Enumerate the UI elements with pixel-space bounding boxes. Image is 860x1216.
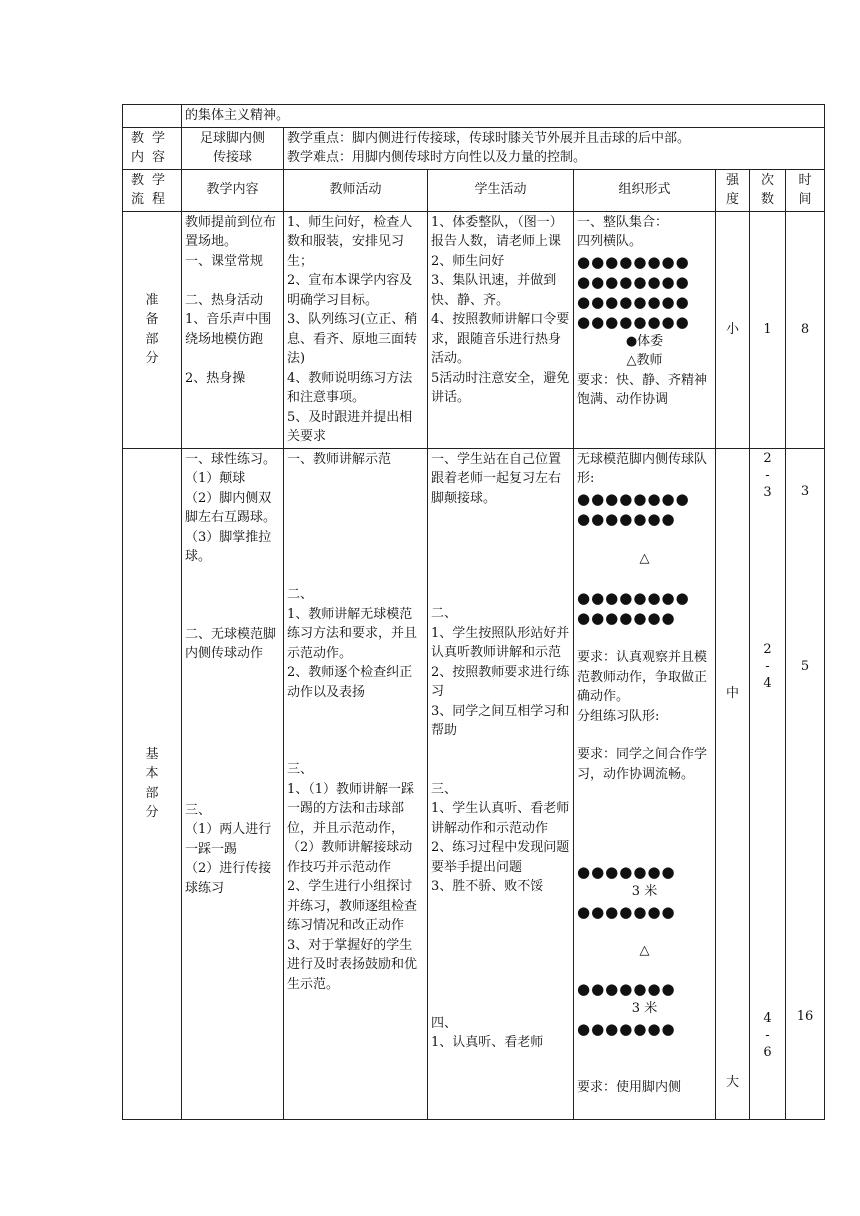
basic-content-2: 二、无球模范脚内侧传球动作: [185, 626, 277, 661]
header-flow: 教学 流程: [123, 169, 182, 211]
distance-label: 3 米: [631, 884, 658, 899]
content-label: 教学 内容: [123, 127, 182, 169]
basic-teacher: [284, 448, 428, 1119]
teacher-marker: △教师: [626, 353, 663, 368]
header-times: 次 数: [750, 169, 786, 211]
basic-org-1-title: 无球模范脚内侧传球队形:: [577, 451, 708, 486]
prep-intensity: 小: [716, 211, 750, 448]
times-2: 2 - 4: [763, 641, 772, 691]
prep-label: 准 备 部 分: [123, 211, 182, 448]
basic-content-3: 三、 （1）两人进行一踩一踢 （2）进行传接球练习: [185, 802, 272, 896]
prep-org-requirement: 要求：快、静、齐精神饱满、动作协调: [577, 372, 708, 407]
formation-row: ●●●●●●●●: [577, 312, 690, 331]
prep-duration: 8: [786, 211, 825, 448]
formation-row: ●●●●●●●●: [577, 589, 690, 607]
formation-row: ●●●●●●●: [577, 509, 676, 528]
formation-row: ●●●●●●●●: [577, 272, 690, 291]
times-3: 4 - 6: [763, 1010, 772, 1060]
difficulty: 教学难点：用脚内侧传球时方向性以及力量的控制。: [287, 150, 587, 165]
basic-section-row: [123, 448, 825, 1119]
header-row: [123, 169, 825, 211]
basic-teacher-1: 一、教师讲解示范: [287, 451, 392, 467]
prep-teacher: 1、师生问好，检查人数和服装，安排见习生； 2、宣布本课学内容及明确学习目标。 3、队列练习(立正、稍息、看齐、原地三面转法) 4、教师说明练习方法和注意事项。 5、及时跟进并提出相关要求: [284, 211, 428, 448]
basic-student-3: 三、 1、学生认真听、看老师讲解动作和示范动作 2、练习过程中发现问题要举手提出问题 3、胜不骄、败不馁: [431, 781, 570, 894]
key-points-cell: [284, 127, 825, 169]
formation-row: ●●●●●●●●: [577, 489, 690, 508]
basic-student-2: 二、 1、学生按照队形站好并认真听教师讲解和示范 2、按照教师要求进行练习 3、同学之间互相学习和帮助: [431, 606, 570, 738]
prep-org-title: 一、整队集合： 四列横队。: [577, 214, 669, 249]
duration-1: 3: [800, 483, 810, 499]
prep-times: 1: [750, 211, 786, 448]
continuation-text: 的集体主义精神。: [182, 105, 825, 128]
basic-org-4-requirement: 要求：使用脚内侧: [577, 1079, 682, 1095]
formation-row: ●●●●●●●●: [577, 292, 690, 311]
basic-org: [574, 448, 716, 1119]
monitor-marker: ●体委: [625, 333, 664, 349]
duration-2: 5: [800, 659, 810, 674]
basic-student-4: 四、 1、认真听、看老师: [431, 1015, 544, 1050]
formation-row: ●●●●●●●: [577, 863, 676, 881]
formation-row: ●●●●●●●: [577, 902, 676, 921]
teacher-marker: △: [639, 550, 650, 566]
prep-student: 1、体委整队，（图一）报告人数，请老师上课 2、师生问好 3、集队讯速，并做到快、静、齐。 4、按照教师讲解口令要求，跟随音乐进行热身活动。 5活动时注意安全，避免讲话。: [428, 211, 574, 448]
lesson-topic: 足球脚内侧 传接球: [182, 127, 284, 169]
header-duration: 时 间: [786, 169, 825, 211]
continuation-row: [123, 105, 825, 128]
basic-content: [182, 448, 284, 1119]
formation-row: ●●●●●●●: [577, 980, 676, 998]
basic-org-2-requirement: 要求：同学之间合作学习，动作协调流畅。: [577, 747, 708, 782]
content-row: [123, 127, 825, 169]
basic-label: 基 本 部 分: [123, 448, 182, 1119]
prep-content: 教师提前到位布置场地。 一、课堂常规 二、热身活动 1、音乐声中围绕场地模仿跑 2、热身操: [182, 211, 284, 448]
basic-student-1: 一、学生站在自己位置跟着老师一起复习左右脚颠接球。: [431, 451, 562, 506]
intensity-medium: 中: [725, 685, 739, 701]
formation-row: ●●●●●●●: [577, 609, 676, 627]
basic-content-1: 一、球性练习。 （1）颠球 （2）脚内侧双脚左右互踢球。 （3）脚掌推拉球。: [185, 451, 277, 564]
basic-intensity: [716, 448, 750, 1119]
duration-3: 16: [796, 1008, 814, 1024]
prep-org: [574, 211, 716, 448]
basic-teacher-2: 二、 1、教师讲解无球模范练习方法和要求，并且示范动作。 2、教师逐个检查纠正动作以及表扬: [287, 587, 418, 700]
basic-student: [428, 448, 574, 1119]
header-intensity: 强 度: [716, 169, 750, 211]
basic-org-1-requirement: 要求：认真观察并且模范教师动作，争取做正确动作。 分组练习队形:: [577, 650, 708, 724]
key-point: 教学重点：脚内侧进行传接球，传球时膝关节外展并且击球的后中部。: [287, 130, 691, 146]
header-content: 教学内容: [182, 169, 284, 211]
header-student: 学生活动: [428, 169, 574, 211]
distance-label: 3 米: [631, 1001, 658, 1016]
times-1: 2 - 3: [763, 450, 772, 500]
basic-teacher-3: 三、 1、（1）教师讲解一踩一踢的方法和击球部位，并且示范动作，（2）教师讲解接球动作技巧并示范动作 2、学生进行小组探讨并练习，教师逐组检查练习情况和改正动作 3、对于掌握好的学生进行及时表扬鼓励和优生示范。: [287, 762, 418, 992]
formation-row: ●●●●●●●: [577, 1019, 676, 1038]
header-teacher: 教师活动: [284, 169, 428, 211]
teacher-marker: △: [639, 942, 650, 958]
prep-section-row: [123, 211, 825, 448]
lesson-plan-table: [122, 104, 825, 1120]
intensity-high: 大: [725, 1075, 739, 1090]
formation-row: ●●●●●●●●: [577, 252, 690, 271]
header-org: 组织形式: [574, 169, 716, 211]
basic-times: [750, 448, 786, 1119]
basic-duration: [786, 448, 825, 1119]
